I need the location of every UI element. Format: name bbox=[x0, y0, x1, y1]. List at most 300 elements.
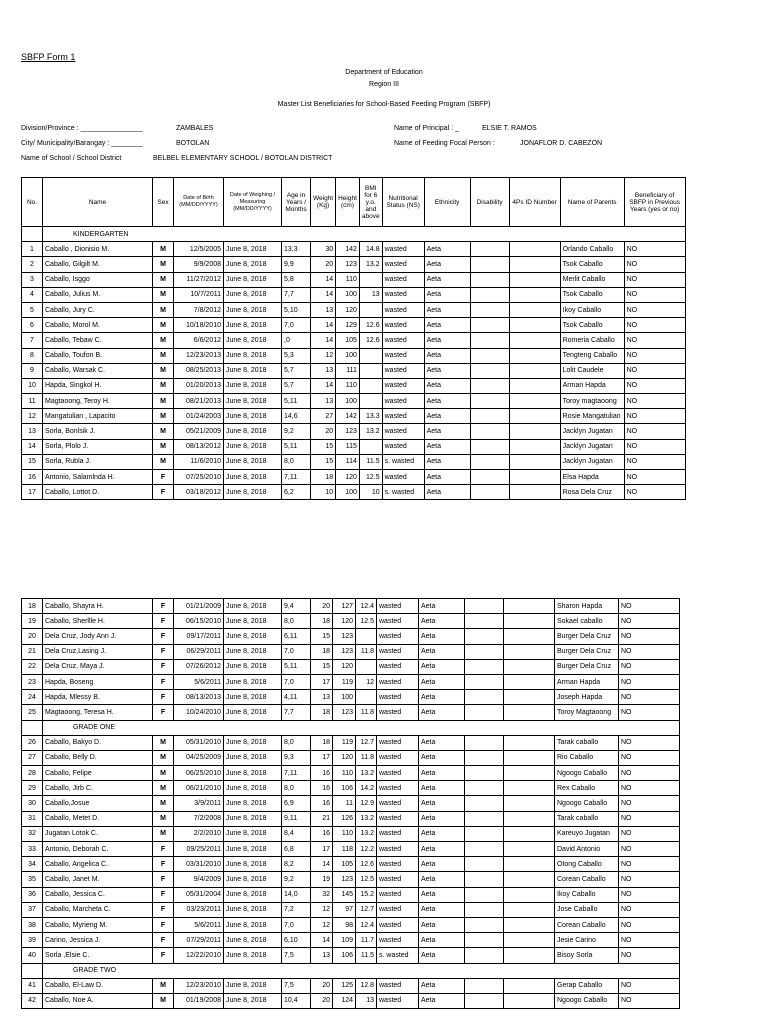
cell-disability bbox=[470, 409, 509, 424]
cell-age: 5,11 bbox=[282, 439, 311, 454]
cell-4ps-id bbox=[504, 614, 555, 629]
cell-ethnicity: Aeta bbox=[419, 750, 465, 765]
cell-weight: 18 bbox=[311, 614, 333, 629]
table-row bbox=[22, 781, 680, 796]
col-header-nutritional-status: Nutritional Status (NS) bbox=[382, 178, 424, 227]
cell-dob: 03/18/2012 bbox=[174, 485, 224, 500]
cell-no: 9 bbox=[22, 363, 43, 378]
cell-weighing-date: June 8, 2018 bbox=[224, 599, 282, 614]
cell-dob: 09/17/2011 bbox=[174, 629, 224, 644]
cell-4ps-id bbox=[509, 378, 560, 393]
cell-ethnicity: Aeta bbox=[424, 318, 470, 333]
cell-beneficiary: NO bbox=[624, 439, 685, 454]
cell-parents: Lolit Caudele bbox=[560, 363, 624, 378]
cell-4ps-id bbox=[504, 902, 555, 917]
cell-dob: 04/25/2009 bbox=[174, 750, 224, 765]
table-row bbox=[22, 629, 680, 644]
col-header-age: Age in Years / Months bbox=[282, 178, 311, 227]
cell-weighing-date: June 8, 2018 bbox=[224, 242, 282, 257]
cell-no: 39 bbox=[22, 933, 43, 948]
cell-4ps-id bbox=[504, 674, 555, 689]
table-row bbox=[22, 439, 686, 454]
cell-dob: 07/26/2012 bbox=[174, 659, 224, 674]
cell-4ps-id bbox=[509, 257, 560, 272]
cell-weight: 18 bbox=[311, 470, 336, 485]
cell-age: 4,11 bbox=[282, 690, 311, 705]
cell-no: 29 bbox=[22, 781, 43, 796]
school-value: BELBEL ELEMENTARY SCHOOL / BOTOLAN DISTRICT bbox=[153, 155, 333, 162]
cell-parents: Sharon Hapda bbox=[555, 599, 619, 614]
col-header-dob: Date of Birth (MM/DD/YYYY) bbox=[174, 178, 224, 227]
city-label: City/ Municipality/Barangay : ________ bbox=[21, 140, 143, 147]
cell-dob: 07/25/2010 bbox=[174, 470, 224, 485]
cell-weighing-date: June 8, 2018 bbox=[224, 674, 282, 689]
cell-ethnicity: Aeta bbox=[419, 978, 465, 993]
table-row bbox=[22, 690, 680, 705]
col-header-weighing-date: Date of Weighing / Measuring (MM/DD/YYYY) bbox=[224, 178, 282, 227]
cell-weighing-date: June 8, 2018 bbox=[224, 781, 282, 796]
cell-disability bbox=[465, 614, 504, 629]
cell-sex: F bbox=[153, 902, 174, 917]
cell-beneficiary: NO bbox=[619, 629, 680, 644]
cell-ethnicity: Aeta bbox=[419, 811, 465, 826]
cell-name: Caballo, Bakyo D. bbox=[43, 735, 153, 750]
city-value: BOTOLAN bbox=[176, 140, 210, 147]
cell-name: Caballo, Shayra H. bbox=[43, 599, 153, 614]
cell-disability bbox=[465, 735, 504, 750]
cell-name: Caballo, El-Law D. bbox=[43, 978, 153, 993]
cell-name: Dela Cruz, Maya J. bbox=[43, 659, 153, 674]
cell-nutritional-status: wasted bbox=[382, 439, 424, 454]
cell-ethnicity: Aeta bbox=[419, 705, 465, 720]
cell-bmi: 12.4 bbox=[356, 917, 377, 932]
cell-no: 20 bbox=[22, 629, 43, 644]
cell-weight: 20 bbox=[311, 993, 333, 1008]
cell-4ps-id bbox=[504, 690, 555, 705]
cell-height: 100 bbox=[336, 287, 360, 302]
section-no-cell bbox=[22, 720, 43, 735]
cell-disability bbox=[465, 811, 504, 826]
cell-4ps-id bbox=[504, 599, 555, 614]
col-header-parents: Name of Parents bbox=[560, 178, 624, 227]
cell-no: 2 bbox=[22, 257, 43, 272]
cell-beneficiary: NO bbox=[624, 378, 685, 393]
cell-dob: 01/24/2003 bbox=[174, 409, 224, 424]
cell-parents: Jesie Carino bbox=[555, 933, 619, 948]
cell-weighing-date: June 8, 2018 bbox=[224, 993, 282, 1008]
cell-height: 110 bbox=[333, 766, 356, 781]
cell-bmi: 12.2 bbox=[356, 842, 377, 857]
cell-disability bbox=[465, 644, 504, 659]
cell-beneficiary: NO bbox=[624, 302, 685, 317]
cell-height: 110 bbox=[336, 272, 360, 287]
cell-bmi: 12.4 bbox=[356, 599, 377, 614]
cell-nutritional-status: wasted bbox=[377, 826, 419, 841]
cell-name: Caballo, Isggo bbox=[43, 272, 153, 287]
cell-height: 123 bbox=[333, 705, 356, 720]
cell-nutritional-status: wasted bbox=[382, 409, 424, 424]
cell-weighing-date: June 8, 2018 bbox=[224, 470, 282, 485]
cell-beneficiary: NO bbox=[619, 599, 680, 614]
cell-beneficiary: NO bbox=[624, 348, 685, 363]
table-row bbox=[22, 485, 686, 500]
cell-bmi bbox=[359, 394, 382, 409]
cell-nutritional-status: wasted bbox=[377, 629, 419, 644]
cell-beneficiary: NO bbox=[624, 333, 685, 348]
cell-sex: F bbox=[153, 842, 174, 857]
cell-age: 5,7 bbox=[282, 363, 311, 378]
cell-weight: 14 bbox=[311, 272, 336, 287]
cell-parents: Tarak caballo bbox=[555, 735, 619, 750]
cell-weighing-date: June 8, 2018 bbox=[224, 614, 282, 629]
cell-nutritional-status: wasted bbox=[382, 242, 424, 257]
cell-disability bbox=[470, 378, 509, 393]
table-row bbox=[22, 948, 680, 963]
cell-nutritional-status: wasted bbox=[382, 363, 424, 378]
cell-sex: F bbox=[153, 485, 174, 500]
cell-bmi: 13.2 bbox=[356, 811, 377, 826]
cell-weighing-date: June 8, 2018 bbox=[224, 333, 282, 348]
cell-sex: F bbox=[153, 933, 174, 948]
cell-weighing-date: June 8, 2018 bbox=[224, 842, 282, 857]
cell-bmi: 13.2 bbox=[359, 424, 382, 439]
cell-disability bbox=[470, 272, 509, 287]
cell-name: Sorla, Rubla J. bbox=[43, 454, 153, 469]
cell-ethnicity: Aeta bbox=[424, 242, 470, 257]
col-header-4ps-id: 4Ps ID Number bbox=[509, 178, 560, 227]
table-row bbox=[22, 287, 686, 302]
cell-parents: Jose Caballo bbox=[555, 902, 619, 917]
cell-name: Caballo, Marcheta C. bbox=[43, 902, 153, 917]
cell-age: 9,4 bbox=[282, 599, 311, 614]
cell-bmi: 11.5 bbox=[359, 454, 382, 469]
cell-ethnicity: Aeta bbox=[424, 363, 470, 378]
cell-height: 120 bbox=[336, 470, 360, 485]
cell-4ps-id bbox=[504, 735, 555, 750]
cell-4ps-id bbox=[504, 978, 555, 993]
cell-age: 10,4 bbox=[282, 993, 311, 1008]
cell-nutritional-status: wasted bbox=[382, 257, 424, 272]
cell-beneficiary: NO bbox=[624, 424, 685, 439]
cell-name: Caballo , Dionisio M. bbox=[43, 242, 153, 257]
cell-4ps-id bbox=[504, 796, 555, 811]
cell-bmi: 12.8 bbox=[356, 978, 377, 993]
cell-no: 41 bbox=[22, 978, 43, 993]
cell-sex: F bbox=[153, 629, 174, 644]
cell-parents: Ngoogo Caballo bbox=[555, 993, 619, 1008]
cell-sex: F bbox=[153, 470, 174, 485]
cell-height: 123 bbox=[336, 257, 360, 272]
cell-sex: F bbox=[153, 705, 174, 720]
cell-beneficiary: NO bbox=[619, 644, 680, 659]
cell-height: 119 bbox=[333, 735, 356, 750]
cell-nutritional-status: wasted bbox=[377, 644, 419, 659]
cell-sex: M bbox=[153, 363, 174, 378]
cell-weighing-date: June 8, 2018 bbox=[224, 394, 282, 409]
cell-beneficiary: NO bbox=[619, 796, 680, 811]
cell-dob: 09/25/2011 bbox=[174, 842, 224, 857]
section-no-cell bbox=[22, 963, 43, 978]
cell-parents: Ikoy Caballo bbox=[555, 887, 619, 902]
cell-age: 7,2 bbox=[282, 902, 311, 917]
cell-age: 7,7 bbox=[282, 705, 311, 720]
cell-dob: 9/4/2009 bbox=[174, 872, 224, 887]
cell-age: 5,11 bbox=[282, 394, 311, 409]
cell-dob: 12/23/2013 bbox=[174, 348, 224, 363]
cell-parents: Tsok Caballo bbox=[560, 287, 624, 302]
col-header-no: No. bbox=[22, 178, 43, 227]
cell-beneficiary: NO bbox=[624, 272, 685, 287]
cell-name: Sorla, Bonlsik J. bbox=[43, 424, 153, 439]
cell-age: 8,0 bbox=[282, 454, 311, 469]
cell-weight: 12 bbox=[311, 902, 333, 917]
cell-parents: Rio Caballo bbox=[555, 750, 619, 765]
cell-parents: Arman Hapda bbox=[555, 674, 619, 689]
table-row bbox=[22, 978, 680, 993]
cell-height: 109 bbox=[333, 933, 356, 948]
cell-parents: Jacklyn Jugatan bbox=[560, 454, 624, 469]
focal-person-value: JONAFLOR D. CABEZON bbox=[520, 140, 603, 147]
cell-height: 120 bbox=[333, 750, 356, 765]
cell-dob: 3/9/2011 bbox=[174, 796, 224, 811]
cell-4ps-id bbox=[504, 842, 555, 857]
table-row bbox=[22, 857, 680, 872]
cell-sex: M bbox=[153, 735, 174, 750]
col-header-height: Height (cm) bbox=[336, 178, 360, 227]
cell-4ps-id bbox=[509, 424, 560, 439]
cell-height: 105 bbox=[333, 857, 356, 872]
table-row bbox=[22, 766, 680, 781]
cell-name: Caballo, Lottot D. bbox=[43, 485, 153, 500]
cell-sex: F bbox=[153, 887, 174, 902]
cell-4ps-id bbox=[504, 781, 555, 796]
cell-weighing-date: June 8, 2018 bbox=[224, 766, 282, 781]
cell-sex: M bbox=[153, 781, 174, 796]
cell-disability bbox=[470, 257, 509, 272]
cell-nutritional-status: wasted bbox=[377, 902, 419, 917]
cell-parents: Tarak caballo bbox=[555, 811, 619, 826]
cell-parents: Tsok Caballo bbox=[560, 318, 624, 333]
cell-height: 129 bbox=[336, 318, 360, 333]
cell-no: 26 bbox=[22, 735, 43, 750]
cell-name: Sorla, Plolo J. bbox=[43, 439, 153, 454]
cell-weight: 20 bbox=[311, 978, 333, 993]
cell-weight: 16 bbox=[311, 826, 333, 841]
cell-disability bbox=[470, 333, 509, 348]
cell-bmi bbox=[359, 378, 382, 393]
cell-age: 7,7 bbox=[282, 287, 311, 302]
cell-height: 105 bbox=[336, 333, 360, 348]
cell-ethnicity: Aeta bbox=[419, 629, 465, 644]
cell-weighing-date: June 8, 2018 bbox=[224, 887, 282, 902]
cell-nutritional-status: wasted bbox=[382, 302, 424, 317]
cell-beneficiary: NO bbox=[619, 614, 680, 629]
cell-disability bbox=[465, 887, 504, 902]
cell-nutritional-status: wasted bbox=[377, 750, 419, 765]
cell-dob: 06/21/2010 bbox=[174, 781, 224, 796]
cell-nutritional-status: wasted bbox=[377, 766, 419, 781]
cell-sex: M bbox=[153, 378, 174, 393]
cell-4ps-id bbox=[509, 485, 560, 500]
table-row bbox=[22, 614, 680, 629]
cell-name: Magtaoong, Teroy H. bbox=[43, 394, 153, 409]
cell-height: 100 bbox=[333, 690, 356, 705]
cell-dob: 05/21/2009 bbox=[174, 424, 224, 439]
cell-beneficiary: NO bbox=[619, 781, 680, 796]
cell-bmi bbox=[359, 272, 382, 287]
cell-sex: M bbox=[153, 750, 174, 765]
cell-parents: Rosa Dela Cruz bbox=[560, 485, 624, 500]
cell-dob: 10/24/2010 bbox=[174, 705, 224, 720]
cell-beneficiary: NO bbox=[619, 872, 680, 887]
cell-nutritional-status: wasted bbox=[377, 674, 419, 689]
cell-ethnicity: Aeta bbox=[419, 993, 465, 1008]
cell-beneficiary: NO bbox=[624, 242, 685, 257]
cell-nutritional-status: wasted bbox=[382, 272, 424, 287]
cell-sex: F bbox=[153, 857, 174, 872]
cell-dob: 2/2/2010 bbox=[174, 826, 224, 841]
cell-4ps-id bbox=[504, 705, 555, 720]
cell-beneficiary: NO bbox=[624, 394, 685, 409]
cell-age: 14,0 bbox=[282, 887, 311, 902]
table-row bbox=[22, 887, 680, 902]
cell-4ps-id bbox=[504, 857, 555, 872]
cell-nutritional-status: wasted bbox=[377, 993, 419, 1008]
cell-ethnicity: Aeta bbox=[424, 272, 470, 287]
cell-name: Caballo, Felipe bbox=[43, 766, 153, 781]
cell-weight: 32 bbox=[311, 887, 333, 902]
table-row bbox=[22, 735, 680, 750]
cell-parents: Tsok Caballo bbox=[560, 257, 624, 272]
cell-name: Hapda, Mlessy B. bbox=[43, 690, 153, 705]
cell-weight: 16 bbox=[311, 766, 333, 781]
cell-sex: M bbox=[153, 302, 174, 317]
cell-height: 106 bbox=[333, 781, 356, 796]
table-row bbox=[22, 302, 686, 317]
cell-nutritional-status: wasted bbox=[377, 659, 419, 674]
cell-4ps-id bbox=[509, 363, 560, 378]
cell-beneficiary: NO bbox=[624, 485, 685, 500]
cell-dob: 08/25/2013 bbox=[174, 363, 224, 378]
cell-dob: 12/22/2010 bbox=[174, 948, 224, 963]
cell-age: 7,0 bbox=[282, 917, 311, 932]
cell-age: 7,11 bbox=[282, 470, 311, 485]
cell-weight: 15 bbox=[311, 659, 333, 674]
cell-beneficiary: NO bbox=[619, 826, 680, 841]
table-row bbox=[22, 826, 680, 841]
cell-nutritional-status: wasted bbox=[377, 978, 419, 993]
cell-height: 145 bbox=[333, 887, 356, 902]
cell-disability bbox=[470, 302, 509, 317]
cell-disability bbox=[470, 439, 509, 454]
cell-no: 40 bbox=[22, 948, 43, 963]
cell-no: 42 bbox=[22, 993, 43, 1008]
cell-ethnicity: Aeta bbox=[419, 857, 465, 872]
cell-disability bbox=[465, 659, 504, 674]
cell-sex: F bbox=[153, 599, 174, 614]
cell-weight: 13 bbox=[311, 948, 333, 963]
cell-weight: 18 bbox=[311, 644, 333, 659]
cell-weighing-date: June 8, 2018 bbox=[224, 424, 282, 439]
cell-nutritional-status: wasted bbox=[382, 348, 424, 363]
cell-disability bbox=[465, 917, 504, 932]
cell-weighing-date: June 8, 2018 bbox=[224, 796, 282, 811]
cell-height: 125 bbox=[333, 978, 356, 993]
cell-4ps-id bbox=[504, 826, 555, 841]
cell-no: 12 bbox=[22, 409, 43, 424]
cell-4ps-id bbox=[509, 318, 560, 333]
cell-parents: Burger Dela Cruz bbox=[555, 659, 619, 674]
cell-weighing-date: June 8, 2018 bbox=[224, 750, 282, 765]
cell-beneficiary: NO bbox=[619, 887, 680, 902]
cell-name: Antonio, Salamlnda H. bbox=[43, 470, 153, 485]
school-label: Name of School / School District bbox=[21, 155, 122, 162]
cell-beneficiary: NO bbox=[624, 454, 685, 469]
cell-nutritional-status: wasted bbox=[377, 690, 419, 705]
cell-disability bbox=[465, 978, 504, 993]
cell-parents: Sokael caballo bbox=[555, 614, 619, 629]
cell-beneficiary: NO bbox=[619, 811, 680, 826]
cell-disability bbox=[470, 394, 509, 409]
cell-sex: F bbox=[153, 917, 174, 932]
cell-parents: Ngoogo Caballo bbox=[555, 766, 619, 781]
cell-disability bbox=[465, 674, 504, 689]
cell-weighing-date: June 8, 2018 bbox=[224, 409, 282, 424]
cell-ethnicity: Aeta bbox=[419, 614, 465, 629]
cell-weight: 20 bbox=[311, 424, 336, 439]
cell-nutritional-status: wasted bbox=[377, 811, 419, 826]
cell-parents: Toroy magtaoong bbox=[560, 394, 624, 409]
cell-beneficiary: NO bbox=[619, 659, 680, 674]
cell-bmi: 11.8 bbox=[356, 750, 377, 765]
cell-name: Dela Cruz,Lasing J. bbox=[43, 644, 153, 659]
cell-nutritional-status: wasted bbox=[382, 470, 424, 485]
cell-dob: 9/9/2008 bbox=[174, 257, 224, 272]
table-row bbox=[22, 917, 680, 932]
cell-parents: Ngoogo Caballo bbox=[555, 796, 619, 811]
cell-4ps-id bbox=[509, 242, 560, 257]
cell-name: Caballo, Noe A. bbox=[43, 993, 153, 1008]
table-row bbox=[22, 470, 686, 485]
cell-4ps-id bbox=[509, 348, 560, 363]
cell-weight: 13 bbox=[311, 394, 336, 409]
cell-age: 9,2 bbox=[282, 872, 311, 887]
cell-weight: 12 bbox=[311, 917, 333, 932]
section-row bbox=[22, 963, 680, 978]
cell-no: 16 bbox=[22, 470, 43, 485]
cell-parents: Corean Caballo bbox=[555, 872, 619, 887]
cell-weighing-date: June 8, 2018 bbox=[224, 690, 282, 705]
cell-weighing-date: June 8, 2018 bbox=[224, 257, 282, 272]
cell-sex: M bbox=[153, 424, 174, 439]
cell-bmi bbox=[356, 690, 377, 705]
cell-dob: 10/18/2010 bbox=[174, 318, 224, 333]
cell-parents: Jacklyn Jugatan bbox=[560, 439, 624, 454]
cell-parents: Bisoy Sorla bbox=[555, 948, 619, 963]
cell-no: 25 bbox=[22, 705, 43, 720]
section-label: GRADE ONE bbox=[43, 720, 680, 735]
cell-dob: 05/31/2004 bbox=[174, 887, 224, 902]
cell-no: 15 bbox=[22, 454, 43, 469]
region-heading: Region III bbox=[369, 81, 399, 88]
cell-weight: 20 bbox=[311, 599, 333, 614]
cell-height: 126 bbox=[333, 811, 356, 826]
cell-4ps-id bbox=[509, 333, 560, 348]
cell-weighing-date: June 8, 2018 bbox=[224, 439, 282, 454]
cell-bmi bbox=[359, 363, 382, 378]
cell-parents: Corean Caballo bbox=[555, 917, 619, 932]
cell-height: 123 bbox=[336, 424, 360, 439]
